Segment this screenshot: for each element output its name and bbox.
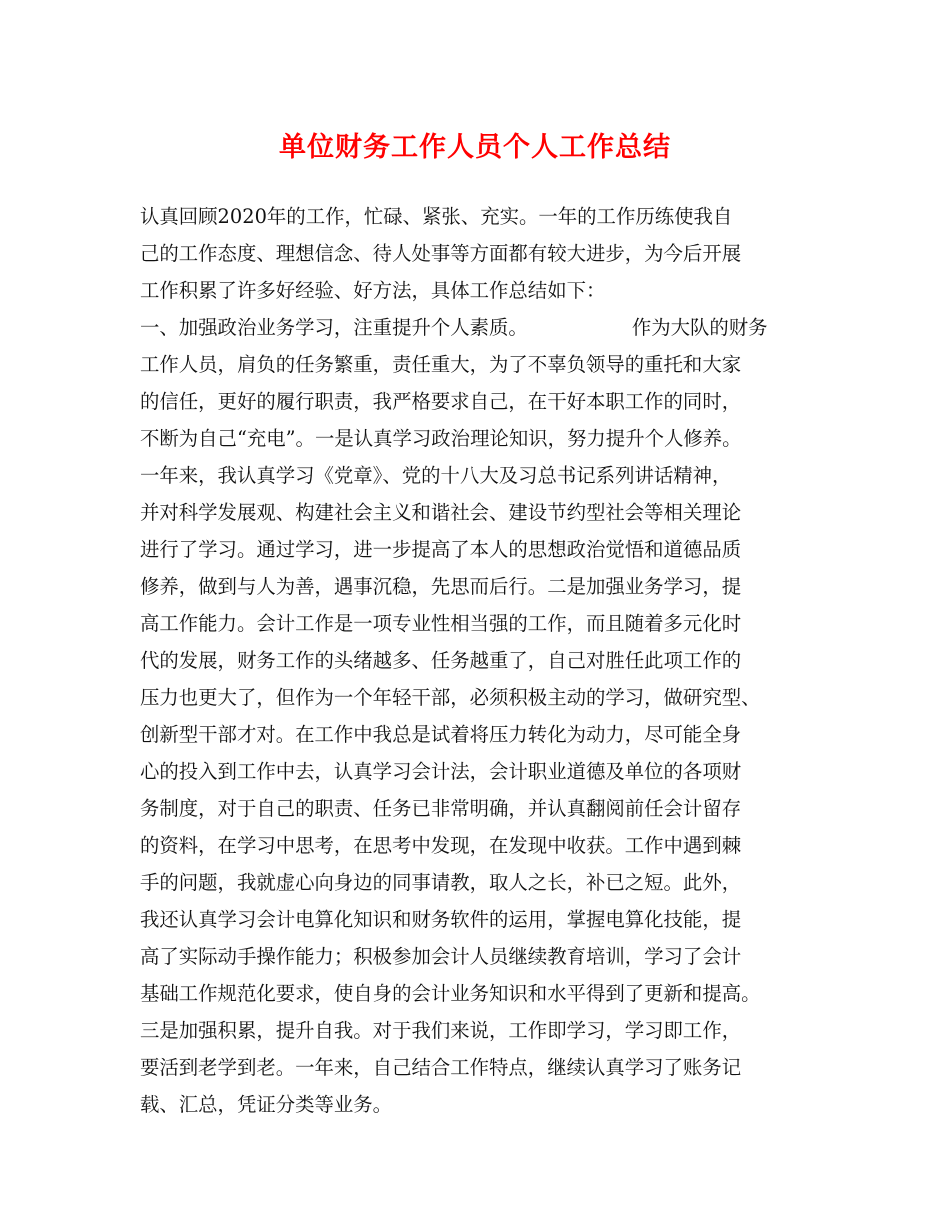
page-title: 单位财务工作人员个人工作总结 <box>279 132 671 163</box>
text-line-5: 工作人员，肩负的任务繁重，责任重大，为了不辜负领导的重托和大家 <box>140 353 742 376</box>
text-line-3: 工作积累了许多好经验、好方法，具体工作总结如下： <box>140 279 606 302</box>
text-line-16: 心的投入到工作中去，认真学习会计法，会计职业道德及单位的各项财 <box>140 760 742 783</box>
text-line-19: 手的问题，我就虚心向身边的同事请教，取人之长，补已之短。此外， <box>140 871 742 894</box>
text-line-10: 进行了学习。通过学习，进一步提高了本人的思想政治觉悟和道德品质 <box>140 538 742 561</box>
text-line-21: 高了实际动手操作能力；积极参加会计人员继续教育培训，学习了会计 <box>140 945 742 968</box>
text-line-12: 高工作能力。会计工作是一项专业性相当强的工作，而且随着多元化时 <box>140 612 742 635</box>
text-line-25: 载、汇总，凭证分类等业务。 <box>140 1093 393 1116</box>
text-line-15: 创新型干部才对。在工作中我总是试着将压力转化为动力，尽可能全身 <box>140 723 742 746</box>
section-heading-1: 一、加强政治业务学习，注重提升个人素质。 <box>140 316 528 339</box>
text-line-18: 的资料，在学习中思考，在思考中发现，在发现中收获。工作中遇到棘 <box>140 834 742 857</box>
text-line-1: 认真回顾2020年的工作，忙碌、紧张、充实。一年的工作历练使我自 <box>140 205 733 228</box>
text-line-4 <box>140 309 830 346</box>
text-line-20: 我还认真学习会计电算化知识和财务软件的运用，掌握电算化技能，提 <box>140 908 742 931</box>
text-line-11: 修养，做到与人为善，遇事沉稳，先思而后行。二是加强业务学习，提 <box>140 575 742 598</box>
text-line-14: 压力也更大了，但作为一个年轻干部，必须积极主动的学习，做研究型、 <box>140 686 761 709</box>
text-line-6: 的信任，更好的履行职责，我严格要求自己，在干好本职工作的同时， <box>140 390 742 413</box>
text-line-23: 三是加强积累，提升自我。对于我们来说，工作即学习，学习即工作， <box>140 1019 742 1042</box>
text-line-8: 一年来，我认真学习《党章》、党的十八大及习总书记系列讲话精神， <box>140 464 732 487</box>
text-line-22: 基础工作规范化要求，使自身的会计业务知识和水平得到了更新和提高。 <box>140 982 761 1005</box>
document-body <box>140 198 830 1123</box>
text-line-9: 并对科学发展观、构建社会主义和谐社会、建设节约型社会等相关理论 <box>140 501 742 524</box>
text-line-4-tail: 作为大队的财务 <box>631 316 768 339</box>
text-line-17: 务制度，对于自己的职责、任务已非常明确，并认真翻阅前任会计留存 <box>140 797 742 820</box>
text-line-24: 要活到老学到老。一年来，自己结合工作特点，继续认真学习了账务记 <box>140 1056 742 1079</box>
text-line-7: 不断为自己“充电”。一是认真学习政治理论知识，努力提升个人修养。 <box>140 427 742 450</box>
text-line-2: 己的工作态度、理想信念、待人处事等方面都有较大进步，为今后开展 <box>140 242 742 265</box>
text-line-13: 代的发展，财务工作的头绪越多、任务越重了，自己对胜任此项工作的 <box>140 649 742 672</box>
